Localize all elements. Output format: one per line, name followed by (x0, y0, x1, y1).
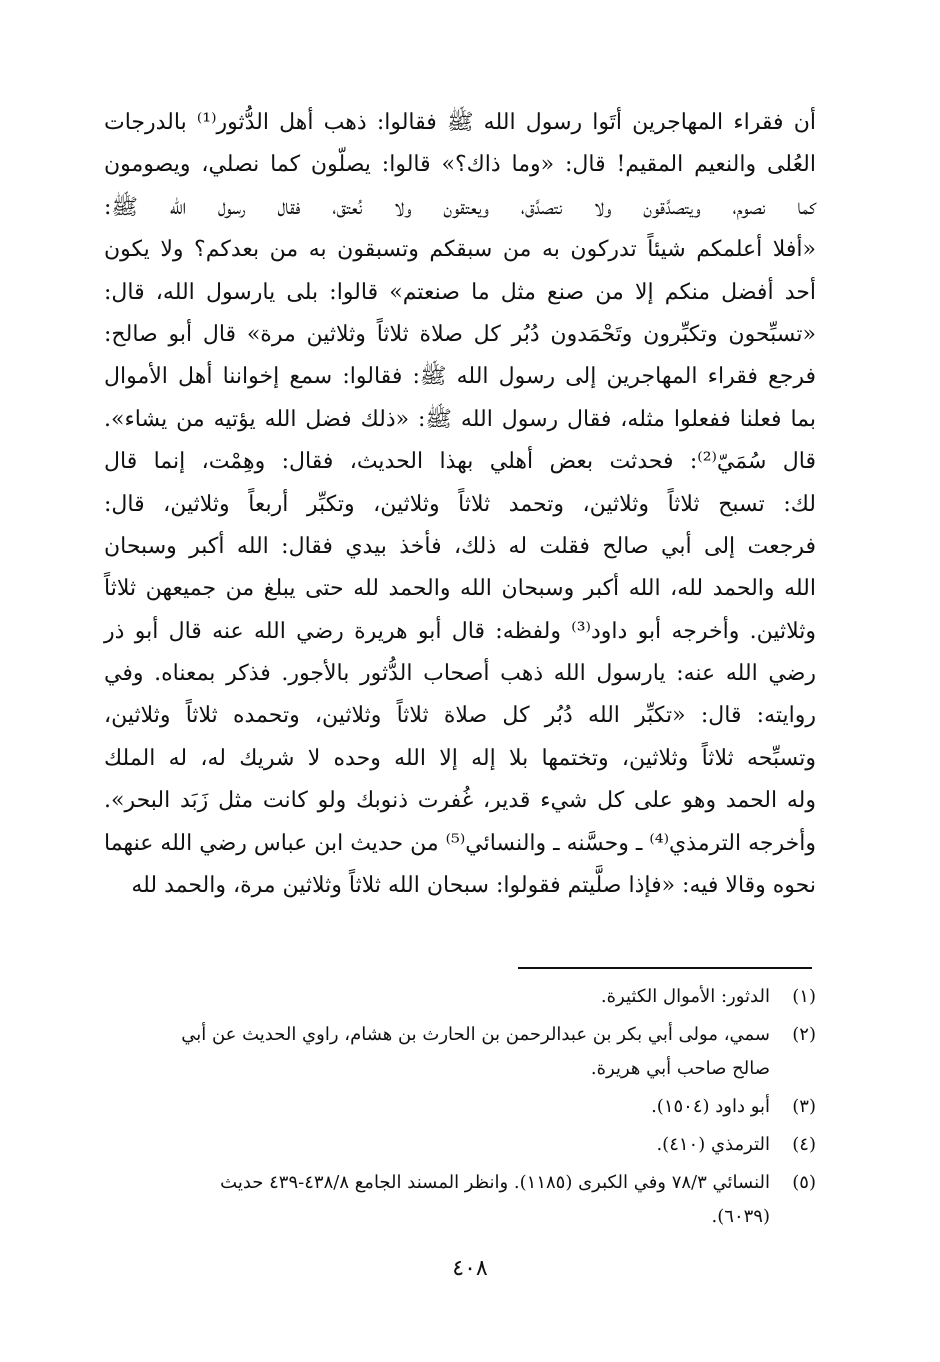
text-line: فرجع فقراء المهاجرين إلى رسول الله ﷺ: فقالوا: سمع إخواننا أهل الأموال (104, 364, 816, 390)
footnote (104, 1090, 816, 1124)
text-line: أحد أفضل منكم إلا من صنع مثل ما صنعتم» قالوا: بلى يارسول الله، قال: (104, 279, 816, 305)
footnote-line: (٦٠٣٩). (711, 1206, 770, 1227)
text-line: قال سُمَيّ⁽²⁾: فحدثت بعض أهلي بهذا الحديث، فقال: وهِمْت، إنما قال (104, 449, 816, 475)
main-text-body (104, 102, 816, 907)
footnote-text (104, 1166, 770, 1234)
text-line: «تسبِّحون وتكبِّرون وتَحْمَدون دُبُر كل صلاة ثلاثاً وثلاثين مرة» قال أبو صالح: (104, 321, 816, 347)
footnote-line: سمي، مولى أبي بكر بن عبدالرحمن بن الحارث بن هشام، راوي الحديث عن أبي (181, 1024, 770, 1045)
footnotes-section (104, 980, 816, 1238)
footnote-line: الدثور: الأموال الكثيرة. (600, 986, 770, 1007)
text-line: رضي الله عنه: يارسول الله ذهب أصحاب الدُّثور بالأجور. فذكر بمعناه. وفي (104, 661, 816, 687)
footnote-number: (٥) (792, 1172, 816, 1193)
text-line: نحوه وقالا فيه: «فإذا صلَّيتم فقولوا: سبحان الله ثلاثاً وثلاثين مرة، والحمد لله (131, 873, 816, 899)
footnote-number: (٤) (792, 1134, 816, 1155)
footnote (104, 1166, 816, 1234)
footnote-line: أبو داود (١٥٠٤). (651, 1096, 770, 1117)
text-line: أن فقراء المهاجرين أتَوا رسول الله ﷺ فقالوا: ذهب أهل الدُّثور⁽¹⁾ بالدرجات (104, 110, 816, 135)
text-line: وله الحمد وهو على كل شيء قدير، غُفرت ذنوبك ولو كانت مثل زَبَد البحر». (104, 788, 817, 814)
footnote (104, 980, 816, 1014)
text-line: وأخرجه الترمذي⁽⁴⁾ ـ وحسَّنه ـ والنسائي⁽⁵⁾ من حديث ابن عباس رضي الله عنهما (104, 830, 816, 856)
text-line: لك: تسبح ثلاثاً وثلاثين، وتحمد ثلاثاً وثلاثين، وتكبِّر أربعاً وثلاثين، قال: (104, 491, 816, 517)
page-number: ٤٠٨ (452, 1256, 488, 1281)
footnote-separator (518, 967, 812, 969)
footnote-number: (٣) (792, 1096, 816, 1117)
text-line: فرجعت إلى أبي صالح فقلت له ذلك، فأخذ بيدي فقال: الله أكبر وسبحان (104, 533, 816, 559)
text-line: الله والحمد لله، الله أكبر وسبحان الله والحمد لله حتى يبلغ من جميعهن ثلاثاً (104, 576, 816, 602)
text-line: «أفلا أعلمكم شيئاً تدركون به من سبقكم وتسبقون به من بعدكم؟ ولا يكون (104, 237, 816, 263)
footnote-text (104, 1090, 770, 1124)
footnote-text (104, 1128, 770, 1162)
footnote-line: صالح صاحب أبي هريرة. (590, 1058, 770, 1079)
text-line: وتسبِّحه ثلاثاً وثلاثين، وتختمها بلا إله إلا الله وحده لا شريك له، له الملك (104, 745, 816, 771)
text-line: العُلى والنعيم المقيم! قال: «وما ذاك؟» قالوا: يصلّون كما نصلي، ويصومون (104, 152, 816, 178)
text-line: كما نصوم، ويتصدَّقون ولا نتصدَّق، ويعتقون ولا نُعتق، فقال رسول الله ﷺ: (104, 194, 816, 220)
footnote-text (104, 980, 770, 1014)
text-line: روايته: قال: «تكبِّر الله دُبُر كل صلاة ثلاثاً وثلاثين، وتحمده ثلاثاً وثلاثين، (104, 703, 816, 729)
footnote-text (104, 1018, 770, 1086)
footnote (104, 1018, 816, 1086)
footnote (104, 1128, 816, 1162)
footnote-number: (١) (792, 986, 816, 1007)
text-line: وثلاثين. وأخرجه أبو داود⁽³⁾ ولفظه: قال أبو هريرة رضي الله عنه قال أبو ذر (104, 618, 817, 644)
footnote-number: (٢) (792, 1024, 816, 1045)
footnote-line: الترمذي (٤١٠). (656, 1134, 770, 1155)
text-line: بما فعلنا ففعلوا مثله، فقال رسول الله ﷺ: «ذلك فضل الله يؤتيه من يشاء». (104, 406, 816, 432)
footnote-line: النسائي ٧٨/٣ وفي الكبرى (١١٨٥). وانظر المسند الجامع ٤٣٨/٨-٤٣٩ حديث (220, 1172, 770, 1193)
